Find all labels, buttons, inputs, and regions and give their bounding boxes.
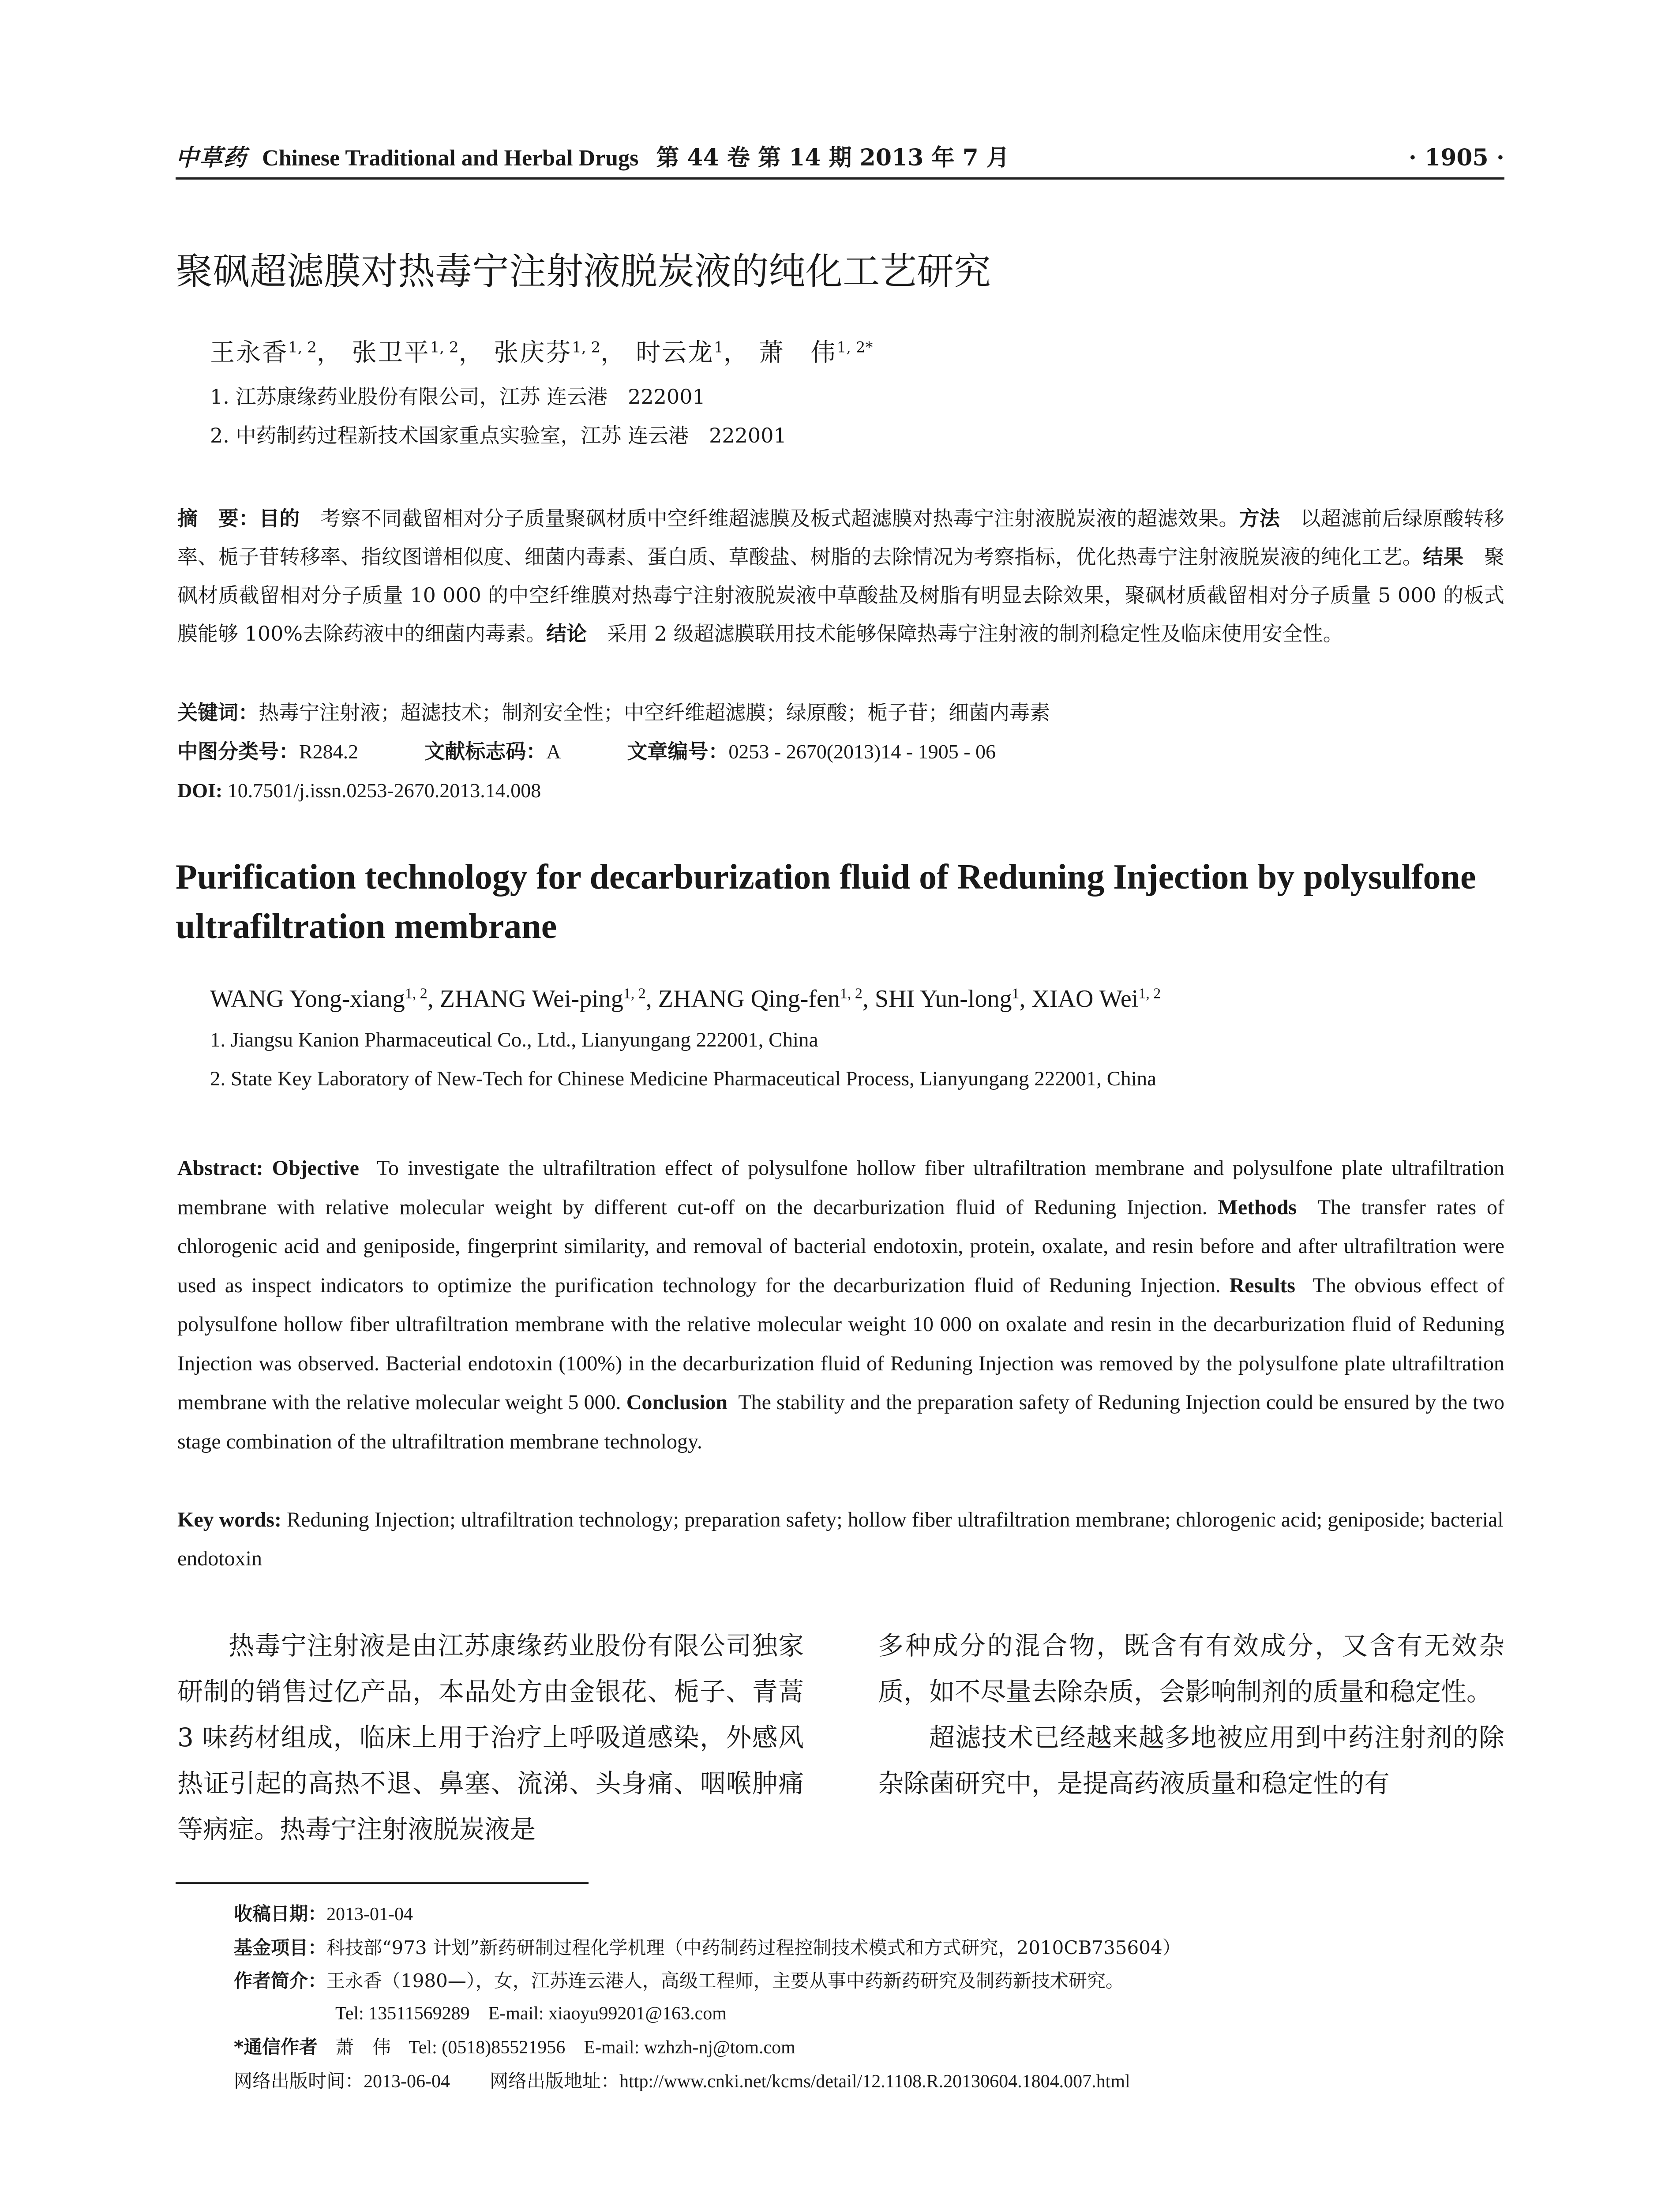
author-sup: 1, 2 <box>430 338 459 356</box>
footnote-online <box>234 2064 1504 2098</box>
body-column-right <box>878 1623 1504 1806</box>
header-rule <box>176 177 1504 180</box>
affiliation-zh: 1. 江苏康缘药业股份有限公司，江苏 连云港 222001 <box>210 385 705 409</box>
keywords-zh <box>177 694 1504 732</box>
author-en: ZHANG Qing-fen <box>658 985 840 1013</box>
received-label: 收稿日期： <box>234 1903 327 1925</box>
conclusion-label: 结论 <box>546 622 587 645</box>
journal-logo: 中草药 <box>176 144 248 171</box>
keywords-label: 关键词： <box>177 701 259 724</box>
footnote-bio <box>234 1964 1504 1997</box>
authors-en: WANG Yong-xiang$^{1, 2}$, ZHANG Wei-ping$^{1, 2}$, ZHANG Qing-fen$^{1, 2}$, SHI Yun-long$^1$, XIAO Wei$^{1, 2}$ <box>210 985 1161 1013</box>
bio-text: 王永香（1980—），女，江苏连云港人，高级工程师，主要从事中药新药研究及制药新技术研究。 <box>326 1970 1124 1992</box>
author-sup: 1, 2 <box>1138 985 1161 1002</box>
author-sup: 1, 2 <box>572 338 601 356</box>
issue-info: 第 44 卷 第 14 期 2013 年 7 月 <box>656 144 1009 171</box>
affiliation-zh: 2. 中药制药过程新技术国家重点实验室，江苏 连云港 222001 <box>210 424 787 447</box>
received-date: 2013-01-04 <box>326 1904 413 1925</box>
title-zh: 聚砜超滤膜对热毒宁注射液脱炭液的纯化工艺研究 <box>176 250 991 293</box>
body-paragraph: 多种成分的混合物，既含有有效成分，又含有无效杂质，如不尽量去除杂质，会影响制剂的质量和稳定性。 <box>878 1631 1504 1707</box>
author-en: XIAO Wei <box>1031 985 1139 1013</box>
methods-text: 以超滤前后绿原酸转移率、栀子苷转移率、指纹图谱相似度、细菌内毒素、蛋白质、草酸盐、树脂的去除情况为考察指标，优化热毒宁注射液脱炭液的纯化工艺。 <box>177 506 1504 569</box>
bio-label: 作者简介： <box>234 1970 327 1992</box>
corr-contact: Tel: (0518)85521956 E-mail: wzhzh-nj@tom.com <box>409 2037 795 2058</box>
online-url-label: 网络出版地址： <box>490 2070 620 2092</box>
objective-text-en: To investigate the ultrafiltration effect of polysulfone hollow fiber ultrafiltration membrane and polysulfone plate ultrafiltration membrane with relative molecular weight by different cut-off on the decarburization fluid of Reduning Injection. <box>177 1156 1504 1219</box>
footnote-corresponding <box>234 2030 1504 2064</box>
author-zh: 时云龙 <box>636 338 714 367</box>
methods-text-en: The transfer rates of chlorogenic acid and geniposide, fingerprint similarity, and removal of bacterial endotoxin, protein, oxalate, and resin before and after ultrafiltration were used as inspect indicators to optimize the purification technology for the decarburization fluid of Reduning Injection. <box>177 1195 1505 1297</box>
body-column-left <box>177 1623 804 1852</box>
affiliation-en: 2. State Key Laboratory of New-Tech for Chinese Medicine Pharmaceutical Process, Lianyungang 222001, China <box>210 1067 1157 1090</box>
classification-row <box>177 732 1504 771</box>
author-zh: 张庆芬 <box>494 338 572 367</box>
keywords-en <box>177 1501 1504 1578</box>
keywords-label-en: Key words: <box>177 1508 281 1531</box>
doi-label: DOI: <box>177 779 223 802</box>
methods-label-en: Methods <box>1218 1195 1297 1219</box>
conclusion-text-en: The stability and the preparation safety of Reduning Injection could be ensured by the two stage combination of the ultrafiltration membrane technology. <box>177 1391 1505 1453</box>
doi-link[interactable]: 10.7501/j.issn.0253-2670.2013.14.008 <box>227 779 541 802</box>
body-paragraph: 热毒宁注射液是由江苏康缘药业股份有限公司独家研制的销售过亿产品，本品处方由金银花、栀子、青蒿 3 味药材组成，临床上用于治疗上呼吸道感染，外感风热证引起的高热不退、鼻塞、流涕、头身痛、咽喉肿痛等病症。热毒宁注射液脱炭液是 <box>177 1631 804 1844</box>
doc-code-value: A <box>546 740 561 763</box>
journal-name: Chinese Traditional and Herbal Drugs <box>262 146 639 171</box>
author-sup: 1 <box>714 338 724 356</box>
online-time-label: 网络出版时间： <box>234 2070 364 2092</box>
abstract-en <box>177 1149 1504 1461</box>
author-en: ZHANG Wei-ping <box>439 985 623 1013</box>
affiliation-en: 1. Jiangsu Kanion Pharmaceutical Co., Ltd., Lianyungang 222001, China <box>210 1028 818 1051</box>
author-sup: 1, 2 <box>288 338 317 356</box>
author-zh: 萧 伟 <box>758 338 837 367</box>
author-sup: 1 <box>1012 985 1020 1002</box>
methods-label: 方法 <box>1239 506 1280 530</box>
article-no-value: 0253 - 2670(2013)14 - 1905 - 06 <box>728 740 996 763</box>
corr-label: *通信作者 <box>234 2036 318 2058</box>
footnote-received <box>234 1897 1504 1931</box>
conclusion-label-en: Conclusion <box>626 1391 728 1414</box>
author-en: WANG Yong-xiang <box>210 985 405 1013</box>
objective-text: 考察不同截留相对分子质量聚砜材质中空纤维超滤膜及板式超滤膜对热毒宁注射液脱炭液的超滤效果。 <box>300 506 1239 530</box>
keywords-text: 热毒宁注射液；超滤技术；制剂安全性；中空纤维超滤膜；绿原酸；栀子苷；细菌内毒素 <box>259 701 1050 724</box>
results-label: 结果 <box>1423 545 1464 569</box>
body-paragraph: 超滤技术已经越来越多地被应用到中药注射剂的除杂除菌研究中，是提高药液质量和稳定性的有 <box>878 1722 1504 1798</box>
title-en: Purification technology for decarburization fluid of Reduning Injection by polysulfone ultrafiltration membrane <box>176 858 1476 946</box>
footnote-bio-contact: Tel: 13511569289 E-mail: xiaoyu99201@163.com <box>335 2003 727 2024</box>
author-en: SHI Yun-long <box>874 985 1012 1013</box>
conclusion-text: 采用 2 级超滤膜联用技术能够保障热毒宁注射液的制剂稳定性及临床使用安全性。 <box>587 622 1343 645</box>
keywords-text-en: Reduning Injection; ultrafiltration technology; preparation safety; hollow fiber ultrafiltration membrane; chlorogenic acid; geniposide; bacterial endotoxin <box>177 1508 1504 1570</box>
article-no-label: 文章编号： <box>627 739 729 763</box>
objective-label: 目的 <box>259 506 300 530</box>
page-number: · 1905 · <box>1408 144 1504 171</box>
running-header <box>176 140 1504 176</box>
results-label-en: Results <box>1229 1273 1295 1297</box>
online-url-link[interactable]: http://www.cnki.net/kcms/detail/12.1108.R.20130604.1804.007.html <box>619 2071 1130 2092</box>
clc-label: 中图分类号： <box>177 739 299 763</box>
results-text-en: The obvious effect of polysulfone hollow fiber ultrafiltration membrane with the relative molecular weight 10 000 on oxalate and resin in the decarburization fluid of Reduning Injection was observed. Bacterial endotoxin (100%) in the decarburization fluid of Reduning Injection was removed by the polysulfone plate ultrafiltration membrane with the relative molecular weight 5 000. <box>177 1273 1504 1414</box>
fund-text: 科技部“973 计划”新药研制过程化学机理（中药制药过程控制技术模式和方式研究，2010CB735604） <box>326 1937 1181 1958</box>
author-sup: 1, 2 <box>840 985 862 1002</box>
doc-code-label: 文献标志码： <box>424 739 547 763</box>
author-sup: 1, 2 <box>623 985 646 1002</box>
doi-line <box>177 771 1504 810</box>
author-sup: 1, 2 <box>405 985 428 1002</box>
fund-label: 基金项目： <box>234 1937 327 1958</box>
clc-value: R284.2 <box>299 740 359 763</box>
authors-zh: 王永香$^{1, 2}$， 张卫平$^{1, 2}$， 张庆芬$^{1, 2}$， 时云龙$^1$， 萧 伟$^{1, 2*}$ <box>210 338 873 367</box>
author-sup: 1, 2* <box>836 338 873 356</box>
online-time: 2013-06-04 <box>364 2071 450 2092</box>
footnote-fund <box>234 1931 1504 1964</box>
abstract-zh <box>177 499 1504 653</box>
results-text: 聚砜材质截留相对分子质量 10 000 的中空纤维膜对热毒宁注射液脱炭液中草酸盐及树脂有明显去除效果，聚砜材质截留相对分子质量 5 000 的板式膜能够 100%去除药液中的细菌内毒素。 <box>177 545 1504 645</box>
footnote-rule <box>176 1882 589 1884</box>
author-zh: 张卫平 <box>352 338 430 367</box>
author-zh: 王永香 <box>210 338 288 367</box>
abstract-objective-label: Abstract: Objective <box>177 1156 359 1180</box>
abstract-label: 摘 要： <box>177 506 259 530</box>
footnotes <box>234 1897 1504 2098</box>
corr-name: 萧 伟 <box>335 2036 391 2058</box>
